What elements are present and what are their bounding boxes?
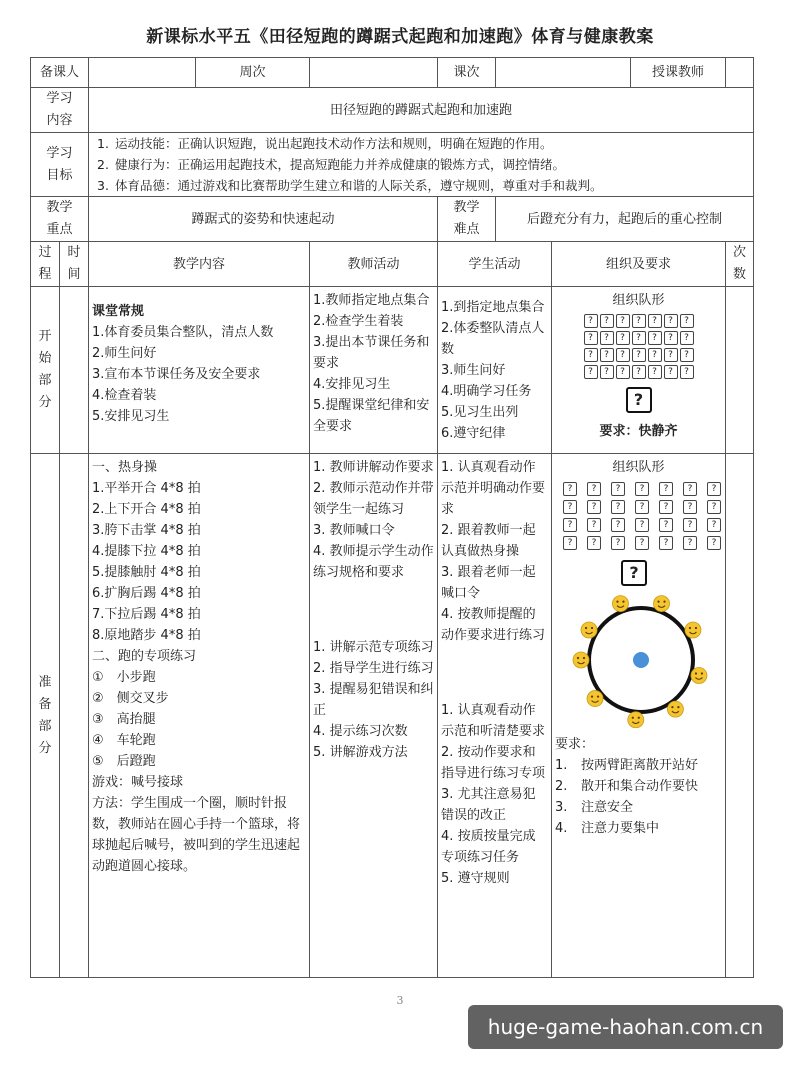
student-marker-icon: ? (600, 314, 614, 328)
formation-row (563, 518, 722, 532)
prep-organization (552, 454, 726, 978)
start-content (89, 287, 310, 454)
student-marker-icon: ? (683, 482, 697, 496)
student-marker-icon: ? (563, 482, 577, 496)
student-marker-icon: ? (584, 365, 598, 379)
student-marker-icon: ? (587, 536, 601, 550)
content-label: 学习 内容 (31, 88, 89, 133)
col-student: 学生活动 (438, 242, 552, 287)
teacher-value[interactable] (726, 58, 754, 88)
student-marker-icon: ? (680, 314, 694, 328)
student-marker-icon: ? (632, 348, 646, 362)
smiley-student-icon (628, 712, 644, 728)
start-count (726, 287, 754, 454)
start-formation-grid (555, 314, 722, 379)
objectives-list (89, 133, 754, 197)
col-time: 时 间 (60, 242, 89, 287)
formation-row (563, 536, 722, 550)
smiley-student-icon (691, 668, 707, 684)
circle-game-diagram (561, 592, 721, 732)
requirement-item: 2. 散开和集合动作要快 (555, 779, 699, 794)
student-marker-icon: ? (683, 500, 697, 514)
student-marker-icon: ? (600, 365, 614, 379)
student-marker-icon: ? (584, 331, 598, 345)
lesson-plan-table (30, 57, 754, 978)
student-marker-icon: ? (611, 482, 625, 496)
lesson-label: 课次 (438, 58, 496, 88)
prep-teacher-label: 备课人 (31, 58, 89, 88)
student-marker-icon: ? (587, 500, 601, 514)
objective-item: 2. 健康行为：正确运用起跑技术，提高短跑能力并养成健康的锻炼方式，调控情绪。 (97, 157, 566, 172)
smiley-student-icon (613, 596, 629, 612)
student-marker-icon: ? (584, 348, 598, 362)
prep-teacher-drills: 1. 讲解示范专项练习 2. 指导学生进行练习 3. 提醒易犯错误和纠正 4. 提示练习次数 5. 讲解游戏方法 (313, 640, 434, 760)
header-row (31, 58, 754, 88)
student-marker-icon: ? (680, 365, 694, 379)
start-section-row (31, 287, 754, 454)
column-header-row (31, 242, 754, 287)
prep-section-row (31, 454, 754, 978)
objectives-row (31, 133, 754, 197)
smiley-student-icon (573, 652, 589, 668)
student-marker-icon: ? (635, 518, 649, 532)
student-marker-icon: ? (664, 331, 678, 345)
col-org: 组织及要求 (552, 242, 726, 287)
objectives-label: 学习 目标 (31, 133, 89, 197)
formation-row (563, 500, 722, 514)
center-ball-icon (633, 652, 649, 668)
week-value[interactable] (310, 58, 438, 88)
smiley-student-icon (587, 691, 603, 707)
watermark: huge-game-haohan.com.cn (468, 1005, 783, 1049)
student-marker-icon: ? (611, 536, 625, 550)
student-marker-icon: ? (664, 365, 678, 379)
col-count: 次 数 (726, 242, 754, 287)
student-marker-icon: ? (635, 500, 649, 514)
smiley-student-icon (654, 596, 670, 612)
formation-row (555, 331, 722, 345)
objective-item: 3. 体育品德：通过游戏和比赛帮助学生建立和谐的人际关系，遵守规则，尊重对手和裁判。 (97, 178, 603, 193)
prep-teacher-value[interactable] (89, 58, 196, 88)
student-marker-icon: ? (632, 331, 646, 345)
student-marker-icon: ? (635, 482, 649, 496)
student-marker-icon: ? (680, 331, 694, 345)
student-marker-icon: ? (632, 314, 646, 328)
prep-requirement-list (555, 755, 722, 839)
start-teacher-activity: 1.教师指定地点集合 2.检查学生着装 3.提出本节课任务和要求 4.安排见习生 5.提醒课堂纪律和安全要求 (310, 287, 438, 454)
student-marker-icon: ? (659, 518, 673, 532)
prep-time (60, 454, 89, 978)
student-marker-icon: ? (587, 518, 601, 532)
teacher-position-icon: ? (626, 387, 652, 413)
student-marker-icon: ? (616, 314, 630, 328)
difficulty-label: 教学 难点 (438, 197, 496, 242)
student-marker-icon: ? (707, 536, 721, 550)
prep-org-title: 组织队形 (612, 460, 665, 475)
lesson-value[interactable] (496, 58, 631, 88)
student-marker-icon: ? (648, 314, 662, 328)
page-number: 3 (396, 994, 404, 1007)
student-marker-icon: ? (616, 331, 630, 345)
teacher-position-icon: ? (621, 560, 647, 586)
student-marker-icon: ? (707, 500, 721, 514)
student-marker-icon: ? (611, 500, 625, 514)
student-marker-icon: ? (648, 348, 662, 362)
start-time (60, 287, 89, 454)
student-marker-icon: ? (616, 365, 630, 379)
smiley-student-icon (667, 701, 683, 717)
student-marker-icon: ? (563, 536, 577, 550)
col-process: 过 程 (31, 242, 60, 287)
student-marker-icon: ? (587, 482, 601, 496)
prep-teacher-activity (310, 454, 438, 978)
student-marker-icon: ? (632, 365, 646, 379)
start-content-heading: 课堂常规 (92, 304, 145, 319)
student-marker-icon: ? (563, 518, 577, 532)
page-title: 新课标水平五《田径短跑的蹲踞式起跑和加速跑》体育与健康教案 (146, 27, 654, 47)
student-marker-icon: ? (584, 314, 598, 328)
prep-student-warmup: 1. 认真观看动作示范并明确动作要求 2. 跟着教师一起认真做热身操 3. 跟着老师一起喊口令 4. 按教师提醒的动作要求进行练习 (441, 460, 546, 643)
student-marker-icon: ? (659, 500, 673, 514)
content-row (31, 88, 754, 133)
student-marker-icon: ? (616, 348, 630, 362)
prep-formation-grid (555, 482, 722, 550)
week-label: 周次 (196, 58, 310, 88)
key-label: 教学 重点 (31, 197, 89, 242)
start-section-label: 开 始 部 分 (31, 287, 60, 454)
content-value: 田径短跑的蹲踞式起跑和加速跑 (89, 88, 754, 133)
student-marker-icon: ? (659, 482, 673, 496)
prep-count (726, 454, 754, 978)
difficulty-value: 后蹬充分有力，起跑后的重心控制 (496, 197, 754, 242)
student-marker-icon: ? (600, 331, 614, 345)
col-content: 教学内容 (89, 242, 310, 287)
prep-requirement-title: 要求： (555, 737, 595, 752)
student-marker-icon: ? (683, 518, 697, 532)
smiley-student-icon (581, 622, 597, 638)
start-org-title: 组织队形 (612, 293, 665, 308)
prep-section-label: 准 备 部 分 (31, 454, 60, 978)
formation-row (555, 348, 722, 362)
formation-row (555, 314, 722, 328)
student-marker-icon: ? (563, 500, 577, 514)
formation-row (555, 365, 722, 379)
student-marker-icon: ? (600, 348, 614, 362)
prep-student-drills: 1. 认真观看动作示范和听清楚要求 2. 按动作要求和指导进行练习专项 3. 尤其注意易犯错误的改正 4. 按质按量完成专项练习任务 5. 遵守规则 (441, 703, 546, 886)
student-marker-icon: ? (707, 518, 721, 532)
student-marker-icon: ? (648, 331, 662, 345)
student-marker-icon: ? (707, 482, 721, 496)
formation-row (563, 482, 722, 496)
requirement-item: 3. 注意安全 (555, 800, 634, 815)
student-marker-icon: ? (659, 536, 673, 550)
start-organization (552, 287, 726, 454)
student-marker-icon: ? (635, 536, 649, 550)
start-requirement: 要求：快静齐 (599, 424, 678, 439)
smiley-student-icon (685, 622, 701, 638)
requirement-item: 1. 按两臂距离散开站好 (555, 758, 699, 773)
student-marker-icon: ? (648, 365, 662, 379)
student-marker-icon: ? (683, 536, 697, 550)
student-marker-icon: ? (664, 348, 678, 362)
student-marker-icon: ? (664, 314, 678, 328)
objective-item: 1. 运动技能：正确认识短跑，说出起跑技术动作方法和规则，明确在短跑的作用。 (97, 136, 553, 151)
key-difficulty-row (31, 197, 754, 242)
teacher-label: 授课教师 (631, 58, 726, 88)
col-teacher: 教师活动 (310, 242, 438, 287)
prep-teacher-warmup: 1. 教师讲解动作要求 2. 教师示范动作并带领学生一起练习 3. 教师喊口令 4. 教师提示学生动作练习规格和要求 (313, 460, 434, 580)
key-value: 蹲踞式的姿势和快速起动 (89, 197, 438, 242)
start-student-activity: 1.到指定地点集合 2.体委整队清点人数 3.师生问好 4.明确学习任务 5.见习生出列 6.遵守纪律 (438, 287, 552, 454)
student-marker-icon: ? (611, 518, 625, 532)
student-marker-icon: ? (680, 348, 694, 362)
start-content-list: 1.体育委员集合整队，清点人数 2.师生问好 3.宣布本节课任务及安全要求 4.检查着装 5.安排见习生 (92, 325, 274, 424)
prep-student-activity (438, 454, 552, 978)
prep-content: 一、热身操 1.平举开合 4*8 拍 2.上下开合 4*8 拍 3.胯下击掌 4*8 拍 4.提膝下拉 4*8 拍 5.提膝触肘 4*8 拍 6.扩胸后踢 4*8 拍 7.下拉后踢 4*8 拍 8.原地踏步 4*8 拍 二、跑的专项练习 ① 小步跑 ② 侧交叉步 ③ 高抬腿 ④ 车轮跑 ⑤ 后蹬跑 游戏：喊号接球 方法：学生围成一个圈，顺时针报数，教师站在圆心手持一个篮球，将球抛起后喊号，被叫到的学生迅速起动跑道圆心接球。 (89, 454, 310, 978)
requirement-item: 4. 注意力要集中 (555, 821, 660, 836)
